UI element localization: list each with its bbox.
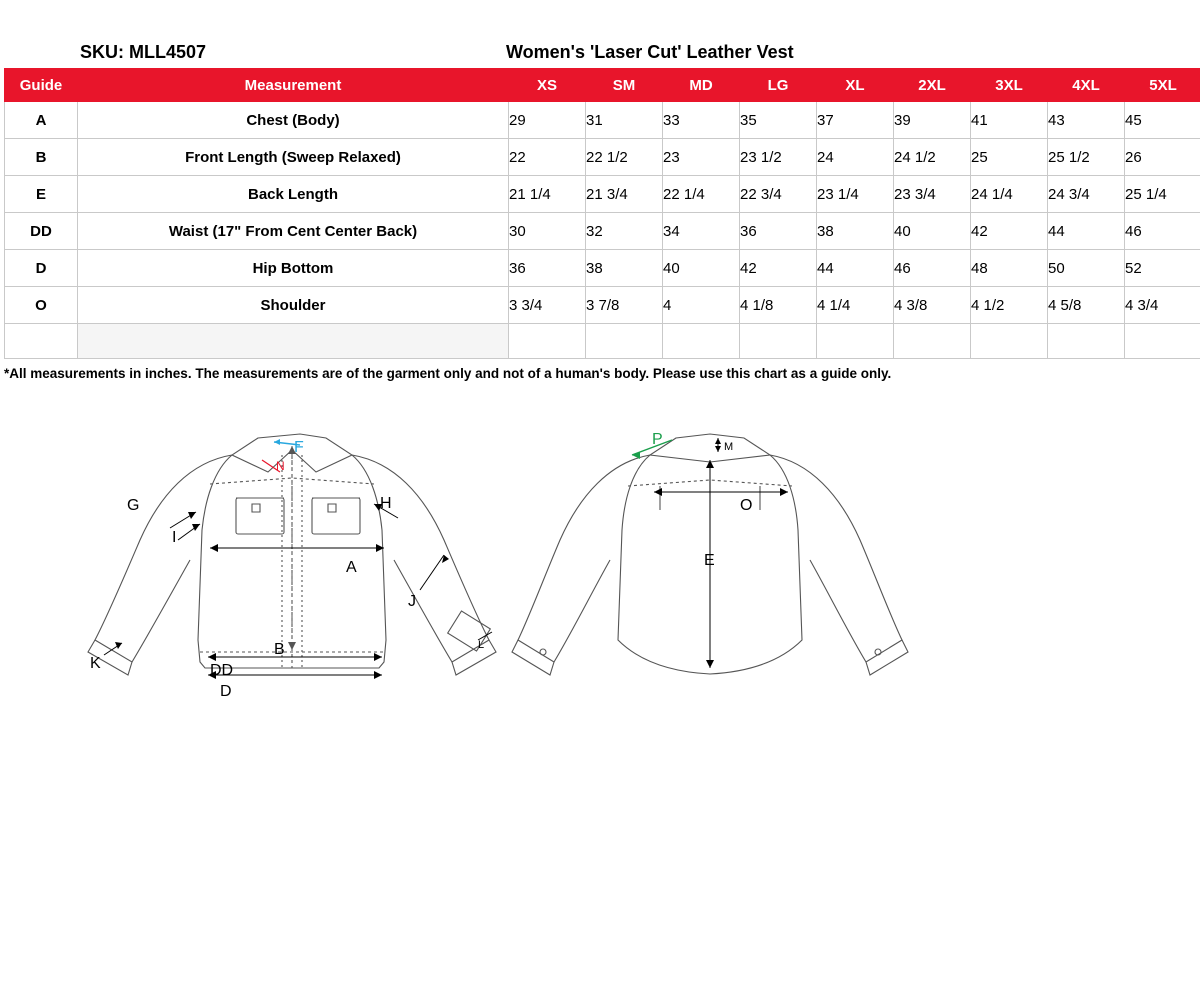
cell-md: 34 bbox=[663, 213, 740, 250]
front-diagram-labels bbox=[90, 439, 484, 700]
column-header-md: MD bbox=[663, 69, 740, 102]
table-row bbox=[5, 213, 1200, 250]
cell-lg: 35 bbox=[740, 102, 817, 139]
front-measurement-arrows bbox=[104, 439, 492, 679]
label-O: O bbox=[740, 497, 753, 514]
cell-3xl: 25 bbox=[971, 139, 1048, 176]
cell-xs: 30 bbox=[509, 213, 586, 250]
measurement-table bbox=[4, 68, 1200, 359]
table-row bbox=[5, 250, 1200, 287]
cell-xl: 4 1/4 bbox=[817, 287, 894, 324]
cell-sm: 32 bbox=[586, 213, 663, 250]
cell-md: 33 bbox=[663, 102, 740, 139]
cell-5xl: 46 bbox=[1125, 213, 1200, 250]
cell-5xl: 45 bbox=[1125, 102, 1200, 139]
row-guide: D bbox=[5, 250, 78, 287]
column-header-lg: LG bbox=[740, 69, 817, 102]
column-header-sm: SM bbox=[586, 69, 663, 102]
cell-sm: 3 7/8 bbox=[586, 287, 663, 324]
row-measurement: Shoulder bbox=[78, 287, 509, 324]
page-title: Women's 'Laser Cut' Leather Vest bbox=[506, 42, 794, 62]
table-row bbox=[5, 176, 1200, 213]
table-row bbox=[5, 139, 1200, 176]
column-header-5xl: 5XL bbox=[1125, 69, 1200, 102]
table-row bbox=[5, 102, 1200, 139]
label-H: H bbox=[380, 495, 392, 512]
cell-md: 40 bbox=[663, 250, 740, 287]
cell-sm: 38 bbox=[586, 250, 663, 287]
cell-5xl bbox=[1125, 324, 1200, 359]
label-F: F bbox=[294, 439, 304, 456]
row-guide: DD bbox=[5, 213, 78, 250]
column-header-3xl: 3XL bbox=[971, 69, 1048, 102]
label-G: G bbox=[127, 497, 140, 514]
garment-diagrams bbox=[0, 400, 1200, 730]
cell-xs bbox=[509, 324, 586, 359]
label-L: L bbox=[478, 639, 485, 651]
cell-4xl: 43 bbox=[1048, 102, 1125, 139]
cell-3xl bbox=[971, 324, 1048, 359]
cell-3xl: 41 bbox=[971, 102, 1048, 139]
cell-3xl: 24 1/4 bbox=[971, 176, 1048, 213]
cell-sm bbox=[586, 324, 663, 359]
cell-xs: 3 3/4 bbox=[509, 287, 586, 324]
row-measurement: Chest (Body) bbox=[78, 102, 509, 139]
cell-4xl: 25 1/2 bbox=[1048, 139, 1125, 176]
cell-4xl: 50 bbox=[1048, 250, 1125, 287]
row-guide: O bbox=[5, 287, 78, 324]
cell-2xl: 40 bbox=[894, 213, 971, 250]
cell-5xl: 52 bbox=[1125, 250, 1200, 287]
cell-xl: 24 bbox=[817, 139, 894, 176]
label-DD: DD bbox=[210, 662, 234, 679]
label-B: B bbox=[274, 641, 285, 658]
table-row bbox=[5, 324, 1200, 359]
cell-md: 22 1/4 bbox=[663, 176, 740, 213]
column-header-xl: XL bbox=[817, 69, 894, 102]
column-header-4xl: 4XL bbox=[1048, 69, 1125, 102]
cell-xs: 36 bbox=[509, 250, 586, 287]
label-I: I bbox=[172, 529, 177, 546]
diagram-svg bbox=[0, 400, 1200, 730]
back-diagram-labels bbox=[652, 431, 752, 569]
cell-xl bbox=[817, 324, 894, 359]
cell-xs: 29 bbox=[509, 102, 586, 139]
label-J: J bbox=[408, 593, 416, 610]
cell-4xl bbox=[1048, 324, 1125, 359]
row-guide bbox=[5, 324, 78, 359]
cell-2xl: 4 3/8 bbox=[894, 287, 971, 324]
row-guide: A bbox=[5, 102, 78, 139]
cell-sm: 22 1/2 bbox=[586, 139, 663, 176]
cell-sm: 21 3/4 bbox=[586, 176, 663, 213]
cell-sm: 31 bbox=[586, 102, 663, 139]
table-row bbox=[5, 287, 1200, 324]
column-header-2xl: 2XL bbox=[894, 69, 971, 102]
row-guide: B bbox=[5, 139, 78, 176]
cell-lg bbox=[740, 324, 817, 359]
label-M: M bbox=[724, 441, 734, 453]
row-measurement bbox=[78, 324, 509, 359]
row-measurement: Waist (17" From Cent Center Back) bbox=[78, 213, 509, 250]
label-A: A bbox=[346, 559, 357, 576]
cell-lg: 22 3/4 bbox=[740, 176, 817, 213]
cell-5xl: 25 1/4 bbox=[1125, 176, 1200, 213]
cell-4xl: 4 5/8 bbox=[1048, 287, 1125, 324]
cell-3xl: 48 bbox=[971, 250, 1048, 287]
column-header-measurement: Measurement bbox=[78, 69, 509, 102]
cell-xs: 21 1/4 bbox=[509, 176, 586, 213]
row-guide: E bbox=[5, 176, 78, 213]
cell-lg: 36 bbox=[740, 213, 817, 250]
cell-4xl: 44 bbox=[1048, 213, 1125, 250]
cell-2xl bbox=[894, 324, 971, 359]
table-body bbox=[5, 102, 1200, 359]
cell-xs: 22 bbox=[509, 139, 586, 176]
row-measurement: Back Length bbox=[78, 176, 509, 213]
cell-3xl: 42 bbox=[971, 213, 1048, 250]
table-header bbox=[5, 69, 1200, 102]
cell-xl: 44 bbox=[817, 250, 894, 287]
cell-lg: 4 1/8 bbox=[740, 287, 817, 324]
cell-2xl: 46 bbox=[894, 250, 971, 287]
column-header-xs: XS bbox=[509, 69, 586, 102]
cell-md bbox=[663, 324, 740, 359]
cell-lg: 23 1/2 bbox=[740, 139, 817, 176]
label-K: K bbox=[90, 655, 101, 672]
cell-xl: 23 1/4 bbox=[817, 176, 894, 213]
row-measurement: Front Length (Sweep Relaxed) bbox=[78, 139, 509, 176]
cell-2xl: 23 3/4 bbox=[894, 176, 971, 213]
document-header bbox=[0, 42, 1200, 66]
label-D: D bbox=[220, 683, 232, 700]
cell-5xl: 26 bbox=[1125, 139, 1200, 176]
sku-label: SKU: MLL4507 bbox=[80, 42, 207, 62]
cell-2xl: 24 1/2 bbox=[894, 139, 971, 176]
cell-xl: 37 bbox=[817, 102, 894, 139]
cell-xl: 38 bbox=[817, 213, 894, 250]
label-E: E bbox=[704, 552, 715, 569]
label-N: N bbox=[276, 459, 285, 473]
cell-lg: 42 bbox=[740, 250, 817, 287]
cell-4xl: 24 3/4 bbox=[1048, 176, 1125, 213]
footnote-text: *All measurements in inches. The measurements are of the garment only and not of a human's body. Please use this chart as a guide only. bbox=[4, 366, 892, 381]
label-P: P bbox=[652, 431, 663, 448]
cell-3xl: 4 1/2 bbox=[971, 287, 1048, 324]
cell-md: 4 bbox=[663, 287, 740, 324]
cell-md: 23 bbox=[663, 139, 740, 176]
table-header-row bbox=[5, 69, 1200, 102]
cell-2xl: 39 bbox=[894, 102, 971, 139]
row-measurement: Hip Bottom bbox=[78, 250, 509, 287]
cell-5xl: 4 3/4 bbox=[1125, 287, 1200, 324]
column-header-guide: Guide bbox=[5, 69, 78, 102]
